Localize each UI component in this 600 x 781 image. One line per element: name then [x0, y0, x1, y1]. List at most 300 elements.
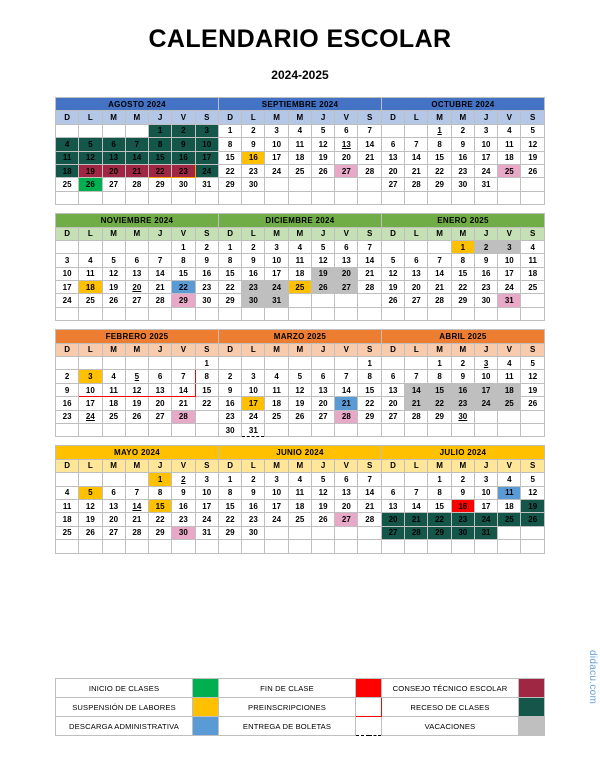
- day-cell[interactable]: 31: [195, 526, 218, 539]
- day-cell[interactable]: 19: [102, 281, 125, 294]
- day-cell[interactable]: 28: [125, 178, 148, 191]
- day-cell[interactable]: 2: [451, 357, 474, 370]
- day-cell[interactable]: 13: [381, 151, 404, 164]
- day-cell[interactable]: 10: [79, 383, 102, 396]
- day-cell[interactable]: 12: [125, 383, 148, 396]
- day-cell[interactable]: 2: [172, 124, 195, 137]
- day-cell[interactable]: 25: [498, 164, 521, 177]
- day-cell[interactable]: 29: [149, 178, 172, 191]
- day-cell[interactable]: 13: [335, 254, 358, 267]
- day-cell[interactable]: 26: [521, 397, 545, 410]
- day-cell[interactable]: 10: [474, 138, 497, 151]
- day-cell[interactable]: 3: [474, 124, 497, 137]
- day-cell[interactable]: 7: [405, 486, 428, 499]
- day-cell[interactable]: 29: [358, 410, 381, 423]
- day-cell[interactable]: 18: [79, 281, 102, 294]
- day-cell[interactable]: 29: [218, 178, 241, 191]
- day-cell[interactable]: 9: [451, 138, 474, 151]
- day-cell[interactable]: 31: [474, 526, 497, 539]
- day-cell[interactable]: 28: [125, 526, 148, 539]
- day-cell[interactable]: 13: [125, 267, 148, 280]
- day-cell[interactable]: 9: [56, 383, 79, 396]
- day-cell[interactable]: 11: [288, 254, 311, 267]
- day-cell[interactable]: 2: [242, 124, 265, 137]
- day-cell[interactable]: 18: [288, 499, 311, 512]
- day-cell[interactable]: 4: [79, 254, 102, 267]
- day-cell[interactable]: 4: [265, 370, 288, 383]
- day-cell[interactable]: 27: [149, 410, 172, 423]
- day-cell[interactable]: 1: [149, 473, 172, 486]
- day-cell[interactable]: 17: [474, 151, 497, 164]
- day-cell[interactable]: 24: [265, 281, 288, 294]
- day-cell[interactable]: 10: [242, 383, 265, 396]
- day-cell[interactable]: 19: [381, 281, 404, 294]
- day-cell[interactable]: 30: [474, 294, 497, 307]
- day-cell[interactable]: 18: [498, 499, 521, 512]
- day-cell[interactable]: 24: [474, 164, 497, 177]
- day-cell[interactable]: 1: [218, 473, 241, 486]
- day-cell[interactable]: 7: [149, 254, 172, 267]
- day-cell[interactable]: 15: [195, 383, 218, 396]
- day-cell[interactable]: 30: [172, 178, 195, 191]
- day-cell[interactable]: 7: [428, 254, 451, 267]
- day-cell[interactable]: 12: [521, 486, 545, 499]
- day-cell[interactable]: 11: [288, 486, 311, 499]
- day-cell[interactable]: 7: [335, 370, 358, 383]
- day-cell[interactable]: 24: [242, 410, 265, 423]
- day-cell[interactable]: 28: [358, 164, 381, 177]
- day-cell[interactable]: 15: [172, 267, 195, 280]
- day-cell[interactable]: 8: [358, 370, 381, 383]
- day-cell[interactable]: 16: [218, 397, 241, 410]
- day-cell[interactable]: 20: [311, 397, 334, 410]
- day-cell[interactable]: 31: [474, 178, 497, 191]
- day-cell[interactable]: 19: [79, 513, 102, 526]
- day-cell[interactable]: 22: [172, 281, 195, 294]
- day-cell[interactable]: 21: [405, 164, 428, 177]
- day-cell[interactable]: 2: [242, 240, 265, 253]
- day-cell[interactable]: 16: [172, 499, 195, 512]
- day-cell[interactable]: 25: [102, 410, 125, 423]
- day-cell[interactable]: 12: [102, 267, 125, 280]
- day-cell[interactable]: 12: [521, 138, 545, 151]
- day-cell[interactable]: 11: [56, 151, 79, 164]
- day-cell[interactable]: 20: [102, 164, 125, 177]
- day-cell[interactable]: 14: [405, 499, 428, 512]
- day-cell[interactable]: 7: [125, 138, 148, 151]
- day-cell[interactable]: 18: [288, 151, 311, 164]
- day-cell[interactable]: 18: [102, 397, 125, 410]
- day-cell[interactable]: 29: [149, 526, 172, 539]
- day-cell[interactable]: 3: [474, 473, 497, 486]
- day-cell[interactable]: 14: [358, 254, 381, 267]
- day-cell[interactable]: 7: [358, 473, 381, 486]
- day-cell[interactable]: 9: [474, 254, 497, 267]
- day-cell[interactable]: 6: [335, 240, 358, 253]
- day-cell[interactable]: 30: [451, 526, 474, 539]
- day-cell[interactable]: 27: [125, 294, 148, 307]
- day-cell[interactable]: 5: [521, 357, 545, 370]
- day-cell[interactable]: 26: [311, 164, 334, 177]
- day-cell[interactable]: 14: [358, 138, 381, 151]
- day-cell[interactable]: 31: [265, 294, 288, 307]
- day-cell[interactable]: 20: [102, 513, 125, 526]
- day-cell[interactable]: 1: [195, 357, 218, 370]
- day-cell[interactable]: 12: [311, 138, 334, 151]
- day-cell[interactable]: 23: [172, 164, 195, 177]
- day-cell[interactable]: 14: [358, 486, 381, 499]
- day-cell[interactable]: 19: [79, 164, 102, 177]
- day-cell[interactable]: 16: [172, 151, 195, 164]
- day-cell[interactable]: 19: [288, 397, 311, 410]
- day-cell[interactable]: 15: [428, 499, 451, 512]
- day-cell[interactable]: 2: [172, 473, 195, 486]
- day-cell[interactable]: 3: [474, 357, 497, 370]
- day-cell[interactable]: 21: [149, 281, 172, 294]
- day-cell[interactable]: 26: [125, 410, 148, 423]
- day-cell[interactable]: 25: [498, 513, 521, 526]
- day-cell[interactable]: 31: [498, 294, 521, 307]
- day-cell[interactable]: 23: [451, 513, 474, 526]
- day-cell[interactable]: 24: [498, 281, 521, 294]
- day-cell[interactable]: 4: [56, 138, 79, 151]
- day-cell[interactable]: 17: [56, 281, 79, 294]
- day-cell[interactable]: 28: [428, 294, 451, 307]
- day-cell[interactable]: 15: [451, 267, 474, 280]
- day-cell[interactable]: 12: [521, 370, 545, 383]
- day-cell[interactable]: 10: [56, 267, 79, 280]
- day-cell[interactable]: 9: [451, 486, 474, 499]
- day-cell[interactable]: 9: [242, 254, 265, 267]
- day-cell[interactable]: 22: [195, 397, 218, 410]
- day-cell[interactable]: 12: [288, 383, 311, 396]
- day-cell[interactable]: 31: [195, 178, 218, 191]
- day-cell[interactable]: 10: [265, 254, 288, 267]
- day-cell[interactable]: 10: [195, 486, 218, 499]
- day-cell[interactable]: 5: [521, 473, 545, 486]
- day-cell[interactable]: 4: [498, 124, 521, 137]
- day-cell[interactable]: 16: [451, 151, 474, 164]
- day-cell[interactable]: 25: [56, 526, 79, 539]
- day-cell[interactable]: 29: [428, 410, 451, 423]
- day-cell[interactable]: 23: [242, 164, 265, 177]
- day-cell[interactable]: 23: [451, 397, 474, 410]
- day-cell[interactable]: 28: [358, 513, 381, 526]
- day-cell[interactable]: 12: [381, 267, 404, 280]
- day-cell[interactable]: 17: [195, 499, 218, 512]
- day-cell[interactable]: 19: [125, 397, 148, 410]
- day-cell[interactable]: 9: [242, 138, 265, 151]
- day-cell[interactable]: 22: [428, 164, 451, 177]
- day-cell[interactable]: 19: [311, 499, 334, 512]
- day-cell[interactable]: 15: [149, 151, 172, 164]
- day-cell[interactable]: 29: [428, 526, 451, 539]
- day-cell[interactable]: 27: [335, 513, 358, 526]
- day-cell[interactable]: 2: [474, 240, 497, 253]
- day-cell[interactable]: 23: [172, 513, 195, 526]
- day-cell[interactable]: 1: [218, 240, 241, 253]
- day-cell[interactable]: 29: [451, 294, 474, 307]
- day-cell[interactable]: 6: [335, 124, 358, 137]
- day-cell[interactable]: 10: [265, 138, 288, 151]
- day-cell[interactable]: 8: [218, 138, 241, 151]
- day-cell[interactable]: 21: [125, 164, 148, 177]
- day-cell[interactable]: 4: [288, 473, 311, 486]
- day-cell[interactable]: 25: [288, 164, 311, 177]
- day-cell[interactable]: 8: [149, 138, 172, 151]
- day-cell[interactable]: 30: [242, 526, 265, 539]
- day-cell[interactable]: 7: [358, 124, 381, 137]
- day-cell[interactable]: 17: [265, 151, 288, 164]
- day-cell[interactable]: 17: [242, 397, 265, 410]
- day-cell[interactable]: 28: [405, 178, 428, 191]
- day-cell[interactable]: 5: [102, 254, 125, 267]
- day-cell[interactable]: 4: [498, 473, 521, 486]
- day-cell[interactable]: 28: [149, 294, 172, 307]
- day-cell[interactable]: 25: [288, 281, 311, 294]
- day-cell[interactable]: 21: [358, 151, 381, 164]
- day-cell[interactable]: 19: [311, 267, 334, 280]
- day-cell[interactable]: 9: [195, 254, 218, 267]
- day-cell[interactable]: 7: [405, 138, 428, 151]
- day-cell[interactable]: 5: [125, 370, 148, 383]
- day-cell[interactable]: 6: [102, 138, 125, 151]
- day-cell[interactable]: 3: [265, 124, 288, 137]
- day-cell[interactable]: 8: [428, 486, 451, 499]
- day-cell[interactable]: 11: [498, 370, 521, 383]
- day-cell[interactable]: 23: [451, 164, 474, 177]
- day-cell[interactable]: 16: [242, 151, 265, 164]
- day-cell[interactable]: 4: [498, 357, 521, 370]
- day-cell[interactable]: 11: [498, 486, 521, 499]
- day-cell[interactable]: 7: [358, 240, 381, 253]
- day-cell[interactable]: 5: [288, 370, 311, 383]
- day-cell[interactable]: 15: [428, 151, 451, 164]
- day-cell[interactable]: 22: [451, 281, 474, 294]
- day-cell[interactable]: 24: [474, 513, 497, 526]
- day-cell[interactable]: 25: [79, 294, 102, 307]
- day-cell[interactable]: 8: [218, 486, 241, 499]
- day-cell[interactable]: 22: [149, 164, 172, 177]
- day-cell[interactable]: 13: [311, 383, 334, 396]
- day-cell[interactable]: 11: [521, 254, 545, 267]
- day-cell[interactable]: 10: [195, 138, 218, 151]
- day-cell[interactable]: 10: [474, 486, 497, 499]
- day-cell[interactable]: 5: [79, 138, 102, 151]
- day-cell[interactable]: 5: [79, 486, 102, 499]
- day-cell[interactable]: 28: [405, 410, 428, 423]
- day-cell[interactable]: 8: [428, 138, 451, 151]
- day-cell[interactable]: 31: [242, 423, 265, 436]
- day-cell[interactable]: 16: [242, 499, 265, 512]
- day-cell[interactable]: 30: [451, 410, 474, 423]
- day-cell[interactable]: 6: [405, 254, 428, 267]
- day-cell[interactable]: 11: [56, 499, 79, 512]
- day-cell[interactable]: 27: [381, 410, 404, 423]
- day-cell[interactable]: 15: [218, 267, 241, 280]
- day-cell[interactable]: 30: [195, 294, 218, 307]
- day-cell[interactable]: 1: [428, 473, 451, 486]
- day-cell[interactable]: 11: [79, 267, 102, 280]
- day-cell[interactable]: 13: [149, 383, 172, 396]
- day-cell[interactable]: 20: [335, 267, 358, 280]
- day-cell[interactable]: 21: [172, 397, 195, 410]
- day-cell[interactable]: 5: [311, 473, 334, 486]
- day-cell[interactable]: 7: [125, 486, 148, 499]
- day-cell[interactable]: 29: [428, 178, 451, 191]
- day-cell[interactable]: 12: [79, 151, 102, 164]
- day-cell[interactable]: 16: [242, 267, 265, 280]
- day-cell[interactable]: 7: [172, 370, 195, 383]
- day-cell[interactable]: 13: [405, 267, 428, 280]
- day-cell[interactable]: 7: [405, 370, 428, 383]
- day-cell[interactable]: 8: [451, 254, 474, 267]
- day-cell[interactable]: 6: [311, 370, 334, 383]
- day-cell[interactable]: 26: [311, 513, 334, 526]
- day-cell[interactable]: 24: [265, 513, 288, 526]
- day-cell[interactable]: 8: [428, 370, 451, 383]
- day-cell[interactable]: 21: [358, 499, 381, 512]
- day-cell[interactable]: 4: [288, 124, 311, 137]
- day-cell[interactable]: 1: [428, 357, 451, 370]
- day-cell[interactable]: 18: [498, 383, 521, 396]
- day-cell[interactable]: 1: [358, 357, 381, 370]
- day-cell[interactable]: 22: [428, 513, 451, 526]
- day-cell[interactable]: 11: [288, 138, 311, 151]
- day-cell[interactable]: 20: [335, 151, 358, 164]
- day-cell[interactable]: 17: [474, 383, 497, 396]
- day-cell[interactable]: 2: [218, 370, 241, 383]
- day-cell[interactable]: 9: [451, 370, 474, 383]
- day-cell[interactable]: 26: [102, 294, 125, 307]
- day-cell[interactable]: 27: [381, 178, 404, 191]
- day-cell[interactable]: 19: [311, 151, 334, 164]
- day-cell[interactable]: 29: [218, 294, 241, 307]
- day-cell[interactable]: 25: [521, 281, 545, 294]
- day-cell[interactable]: 13: [381, 499, 404, 512]
- day-cell[interactable]: 12: [311, 486, 334, 499]
- day-cell[interactable]: 10: [474, 370, 497, 383]
- day-cell[interactable]: 14: [335, 383, 358, 396]
- day-cell[interactable]: 14: [125, 151, 148, 164]
- day-cell[interactable]: 15: [218, 151, 241, 164]
- day-cell[interactable]: 13: [102, 499, 125, 512]
- day-cell[interactable]: 3: [79, 370, 102, 383]
- day-cell[interactable]: 28: [358, 281, 381, 294]
- day-cell[interactable]: 26: [288, 410, 311, 423]
- day-cell[interactable]: 22: [218, 281, 241, 294]
- day-cell[interactable]: 22: [218, 164, 241, 177]
- day-cell[interactable]: 3: [242, 370, 265, 383]
- day-cell[interactable]: 27: [102, 526, 125, 539]
- day-cell[interactable]: 4: [288, 240, 311, 253]
- day-cell[interactable]: 17: [474, 499, 497, 512]
- day-cell[interactable]: 16: [451, 499, 474, 512]
- day-cell[interactable]: 30: [451, 178, 474, 191]
- day-cell[interactable]: 26: [521, 164, 545, 177]
- day-cell[interactable]: 22: [428, 397, 451, 410]
- day-cell[interactable]: 18: [498, 151, 521, 164]
- day-cell[interactable]: 6: [381, 486, 404, 499]
- day-cell[interactable]: 26: [521, 513, 545, 526]
- day-cell[interactable]: 26: [79, 526, 102, 539]
- day-cell[interactable]: 10: [498, 254, 521, 267]
- day-cell[interactable]: 26: [79, 178, 102, 191]
- day-cell[interactable]: 24: [79, 410, 102, 423]
- day-cell[interactable]: 6: [149, 370, 172, 383]
- day-cell[interactable]: 9: [218, 383, 241, 396]
- day-cell[interactable]: 15: [218, 499, 241, 512]
- day-cell[interactable]: 24: [56, 294, 79, 307]
- day-cell[interactable]: 5: [311, 240, 334, 253]
- day-cell[interactable]: 25: [265, 410, 288, 423]
- day-cell[interactable]: 16: [195, 267, 218, 280]
- day-cell[interactable]: 20: [381, 397, 404, 410]
- day-cell[interactable]: 25: [56, 178, 79, 191]
- day-cell[interactable]: 22: [218, 513, 241, 526]
- day-cell[interactable]: 24: [195, 164, 218, 177]
- day-cell[interactable]: 1: [428, 124, 451, 137]
- day-cell[interactable]: 21: [428, 281, 451, 294]
- day-cell[interactable]: 3: [498, 240, 521, 253]
- day-cell[interactable]: 17: [265, 499, 288, 512]
- day-cell[interactable]: 13: [381, 383, 404, 396]
- day-cell[interactable]: 18: [56, 164, 79, 177]
- day-cell[interactable]: 19: [521, 383, 545, 396]
- day-cell[interactable]: 8: [149, 486, 172, 499]
- day-cell[interactable]: 3: [195, 124, 218, 137]
- day-cell[interactable]: 17: [79, 397, 102, 410]
- day-cell[interactable]: 22: [149, 513, 172, 526]
- day-cell[interactable]: 9: [172, 486, 195, 499]
- day-cell[interactable]: 28: [172, 410, 195, 423]
- day-cell[interactable]: 14: [172, 383, 195, 396]
- day-cell[interactable]: 3: [195, 473, 218, 486]
- day-cell[interactable]: 17: [265, 267, 288, 280]
- day-cell[interactable]: 5: [521, 124, 545, 137]
- day-cell[interactable]: 15: [428, 383, 451, 396]
- day-cell[interactable]: 4: [56, 486, 79, 499]
- day-cell[interactable]: 28: [405, 526, 428, 539]
- day-cell[interactable]: 12: [311, 254, 334, 267]
- day-cell[interactable]: 29: [218, 526, 241, 539]
- day-cell[interactable]: 6: [125, 254, 148, 267]
- day-cell[interactable]: 16: [56, 397, 79, 410]
- day-cell[interactable]: 19: [521, 499, 545, 512]
- day-cell[interactable]: 19: [521, 151, 545, 164]
- day-cell[interactable]: 14: [405, 151, 428, 164]
- day-cell[interactable]: 24: [474, 397, 497, 410]
- day-cell[interactable]: 9: [242, 486, 265, 499]
- day-cell[interactable]: 1: [149, 124, 172, 137]
- day-cell[interactable]: 13: [102, 151, 125, 164]
- day-cell[interactable]: 27: [335, 164, 358, 177]
- day-cell[interactable]: 20: [335, 499, 358, 512]
- day-cell[interactable]: 20: [125, 281, 148, 294]
- day-cell[interactable]: 6: [335, 473, 358, 486]
- day-cell[interactable]: 30: [172, 526, 195, 539]
- day-cell[interactable]: 18: [265, 397, 288, 410]
- day-cell[interactable]: 18: [288, 267, 311, 280]
- day-cell[interactable]: 11: [498, 138, 521, 151]
- day-cell[interactable]: 3: [265, 473, 288, 486]
- day-cell[interactable]: 17: [498, 267, 521, 280]
- day-cell[interactable]: 23: [195, 281, 218, 294]
- day-cell[interactable]: 24: [265, 164, 288, 177]
- day-cell[interactable]: 27: [102, 178, 125, 191]
- day-cell[interactable]: 24: [195, 513, 218, 526]
- day-cell[interactable]: 11: [265, 383, 288, 396]
